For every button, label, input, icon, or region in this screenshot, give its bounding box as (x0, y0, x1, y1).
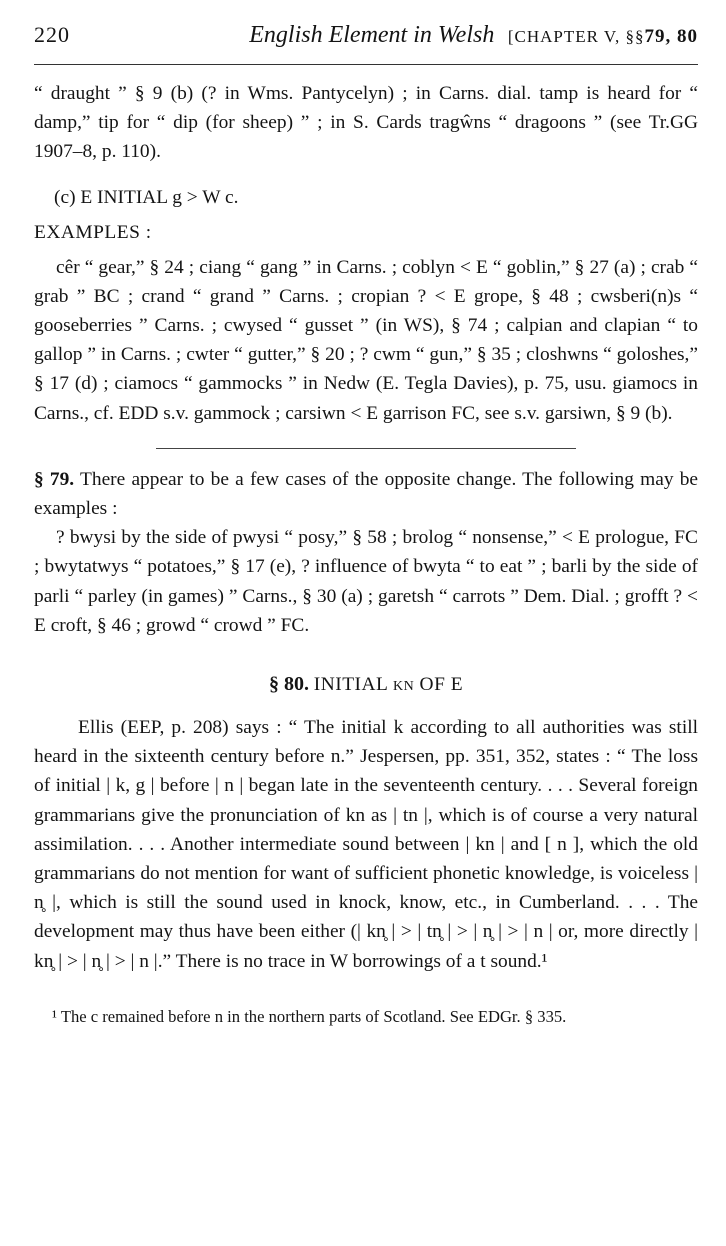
section-79-examples: ? bwysi by the side of pwysi “ posy,” § 58 ; brolog “ nonsense,” < E prologue, FC ; bwytatwys “ potatoes,” § 17 (e), ? influence of bwyta “ to eat ” ; barli by the side of parli “ parley (in games) ” Carns., § 30 (a) ; garetsh “ carrots ” Dem. Dial. ; grofft ? < E croft, § 46 ; growd “ crowd ” FC. (34, 527, 698, 636)
page (34, 22, 698, 1030)
section-80-body: Ellis (EEP, p. 208) says : “ The initial k according to all authorities was still heard in the sixteenth century before n.” Jespersen, pp. 351, 352, states : “ The loss of initial | k, g | before | n | began late in the seventeenth century. . . . Several foreign grammarians give the pronunciation of kn as | tn |, which is of course a very natural assimilation. . . . Another intermediate sound between | kn | and [ n ], which the old grammarians do not mention for want of sufficient phonetic knowledge, is voiceless | n̥ |, which is still the sound used in knock, know, etc., in Cumberland. . . . The development may thus have been either (| kn̥ | > | tn̥ | > | n̥ | > | n | or, more directly | kn̥ | > | n̥ | > | n |.” There is no trace in W borrowings of a t sound.¹ (34, 717, 698, 972)
examples-c: cêr “ gear,” § 24 ; ciang “ gang ” in Carns. ; coblyn < E “ goblin,” § 27 (a) ; crab “ grab ” BC ; crand “ grand ” Carns. ; cropian ? < E grope, § 48 ; cwsberi(n)s “ gooseberries ” Carns. ; cwysed “ gusset ” (in WS), § 74 ; calpian and clapian “ to gallop ” in Carns. ; cwter “ gutter,” § 20 ; ? cwm “ gun,” § 35 ; closhwns “ goloshes,” § 17 (d) ; ciamocs “ gammocks ” in Nedw (E. Tegla Davies), p. 75, usu. giamocs in Carns., cf. EDD s.v. gammock ; carsiwn < E garrison FC, see s.v. garsiwn, § 9 (b). (34, 256, 698, 424)
chapter-ref (508, 27, 698, 46)
subheading-c: (c) E INITIAL g > W c. (54, 186, 239, 208)
running-header (34, 22, 698, 65)
section-79-intro (34, 465, 698, 523)
section-79-intro-text: There appear to be a few cases of the opposite change. The following may be examples : (34, 468, 699, 520)
section-80-heading (34, 670, 698, 699)
paragraph-continued: “ draught ” § 9 (b) (? in Wms. Pantycelyn) ; in Carns. dial. tamp is heard for “ damp,” tip for “ dip (for sheep) ” ; in S. Cards tragŵns “ dragoons ” (see Tr.GG 1907–8, p. 110). (34, 83, 698, 163)
running-title-block (249, 22, 698, 49)
footnote: ¹ The c remained before n in the northern parts of Scotland. See EDGr. § 335. (52, 1006, 567, 1026)
section-79-number: § 79. (34, 468, 75, 490)
section-divider (156, 448, 576, 449)
section-80-title: INITIAL kn OF E (313, 674, 464, 696)
page-number: 220 (34, 22, 70, 47)
chapter-label: [CHAPTER V, §§ (507, 27, 645, 46)
section-refs: 79, 80 (644, 26, 698, 47)
examples-label: EXAMPLES : (34, 221, 152, 243)
section-80-number: § 80. (268, 673, 309, 696)
running-title: English Element in Welsh (249, 22, 495, 48)
